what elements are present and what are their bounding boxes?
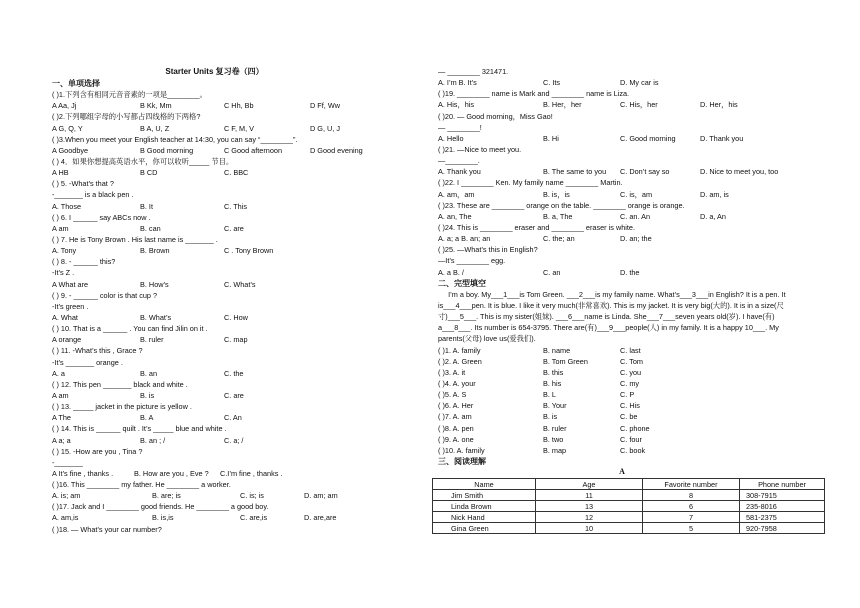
text-line	[438, 99, 810, 110]
question-text: — ________!	[438, 122, 482, 132]
question-text: ( )24. This is ________ eraser and ________ eraser is white.	[438, 222, 636, 232]
option-text: D. am; am	[304, 491, 338, 501]
option-text: A orange	[52, 335, 82, 345]
option-text: A. Tony	[52, 246, 77, 256]
option-text: B. L	[543, 390, 556, 400]
text-line	[438, 356, 810, 367]
text-line	[52, 412, 377, 423]
text-line	[438, 445, 810, 456]
option-text: ( )3. A. it	[438, 367, 466, 377]
section-heading-reading: 三、阅读理解	[438, 457, 486, 466]
table-cell: 8	[643, 490, 740, 501]
table-cell: 5	[643, 523, 740, 534]
option-text: ( )10. A. family	[438, 445, 485, 455]
option-text: D. Nice to meet you, too	[700, 167, 779, 177]
text-line	[52, 167, 377, 178]
option-text: C. is，am	[620, 189, 653, 199]
option-text: C. phone	[620, 423, 650, 433]
table-header-row	[433, 479, 825, 490]
option-text: B. The same to you	[543, 167, 607, 177]
table-cell: Gina Green	[433, 523, 536, 534]
option-text: B. this	[543, 367, 564, 377]
text-line	[52, 334, 377, 345]
text-line	[438, 267, 810, 278]
option-text: B. two	[543, 434, 564, 444]
option-text: A. Hello	[438, 133, 464, 143]
option-text: A. am,is	[52, 513, 79, 523]
text-line	[438, 166, 810, 177]
question-text: —It’s ________ egg.	[438, 256, 506, 266]
option-text: D. My car is	[620, 78, 659, 88]
option-text: B. can	[140, 223, 161, 233]
option-text: B. his	[543, 379, 562, 389]
text-line	[52, 111, 377, 122]
option-text: C. Good morning	[620, 133, 676, 143]
option-text: B. Her，her	[543, 100, 582, 110]
option-text: D Good evening	[310, 145, 363, 155]
text-line	[438, 189, 810, 200]
text-line	[438, 367, 810, 378]
question-text: -It’s Z .	[52, 268, 75, 278]
question-text: ( ) 6. I ______ say ABCs now .	[52, 212, 151, 222]
question-text: ( ) 15. -How are you , Tina ?	[52, 446, 143, 456]
question-text: ( )16. This ________ my father. He ________ a worker.	[52, 480, 231, 490]
option-text: C. my	[620, 379, 640, 389]
table-cell: 235-8016	[740, 501, 825, 512]
option-text: B. is,is	[152, 513, 174, 523]
table-cell: Jim Smith	[433, 490, 536, 501]
option-text: B. Hi	[543, 133, 559, 143]
table-body	[433, 490, 825, 534]
text-line	[438, 411, 810, 422]
left-column	[52, 66, 377, 535]
option-text: A. a	[52, 368, 65, 378]
option-text: ( )9. A. one	[438, 434, 474, 444]
option-text: C. book	[620, 445, 646, 455]
option-text: C . Tony Brown	[224, 246, 274, 256]
multiple-choice-questions	[52, 89, 377, 535]
text-line	[52, 301, 377, 312]
question-text: ( )3.When you meet your English teacher at 14:30, you can say “________”.	[52, 134, 298, 144]
option-text: D. an; the	[620, 234, 652, 244]
option-text: A. Thank you	[438, 167, 481, 177]
option-text: C. an. An	[620, 211, 651, 221]
cloze-passage	[438, 289, 810, 345]
table-cell: Linda Brown	[433, 501, 536, 512]
option-text: C. BBC	[224, 168, 249, 178]
table-cell: 581-2375	[740, 512, 825, 523]
option-text: B. is，is	[543, 189, 570, 199]
option-text: C Good afternoon	[224, 145, 283, 155]
text-line	[52, 490, 377, 501]
option-text: A. an, The	[438, 211, 472, 221]
option-text: B. is	[140, 390, 155, 400]
text-line	[52, 368, 377, 379]
text-line	[438, 233, 810, 244]
option-text: B CD	[140, 168, 158, 178]
option-text: ( )2. A. Green	[438, 356, 482, 366]
option-text: A Goodbye	[52, 145, 89, 155]
table-cell: 11	[536, 490, 643, 501]
question-text: ( )17. Jack and I ________ good friends. He ________ a good boy.	[52, 502, 269, 512]
question-text: ( )22. I ________ Ken. My family name ________ Martin.	[438, 178, 623, 188]
text-line	[52, 390, 377, 401]
text-line	[52, 256, 377, 267]
text-line	[52, 479, 377, 490]
page-title: Starter Units 复习卷（四）	[165, 67, 264, 76]
option-text: C. you	[620, 367, 642, 377]
text-line	[438, 389, 810, 400]
text-line	[438, 255, 810, 266]
option-text: C. This	[224, 201, 247, 211]
text-line	[52, 379, 377, 390]
option-text: C. What’s	[224, 279, 256, 289]
option-text: C. map	[224, 335, 248, 345]
section-heading-multiple-choice: 一、单项选择	[52, 79, 100, 88]
option-text: B Good morning	[140, 145, 194, 155]
option-text: C. His	[620, 401, 640, 411]
option-text: C. last	[620, 345, 641, 355]
option-text: A What are	[52, 279, 89, 289]
question-text: -It’s _______ orange .	[52, 357, 123, 367]
text-line	[52, 245, 377, 256]
cloze-passage-text: I’m a boy. My___1___is Tom Green. ___2___is my family name. What’s___3___in English? It is a pen. It is___4___pen. It is blue. I like it very much(非常喜欢). This is my jacket. It is very big(大的). It is in a size(尺寸)___5___. This is my sister(姐妹). ___6___name is Linda. She___7___seven years old(岁). I have(有) a___8___. Its number is 654-3795. There are(有)___9___people(人) in my family. It is a happy 10___. My parents(父母) love us(爱我们).	[438, 289, 786, 344]
text-line	[52, 123, 377, 134]
option-text: D G, U, J	[310, 123, 340, 133]
text-line	[52, 234, 377, 245]
text-line	[438, 200, 810, 211]
info-table	[432, 478, 825, 534]
option-text: C. P	[620, 390, 635, 400]
text-line	[438, 345, 810, 356]
option-text: C. an	[543, 267, 561, 277]
question-text: -_______	[52, 457, 83, 467]
text-line	[438, 122, 810, 133]
text-line	[438, 400, 810, 411]
table-cell: 12	[536, 512, 643, 523]
option-text: A HB	[52, 168, 69, 178]
option-text: A. is; am	[52, 491, 81, 501]
multiple-choice-questions-continued	[438, 66, 810, 278]
option-text: A. a B. /	[438, 267, 464, 277]
question-text: ( ) 9. - ______ color is that cup ?	[52, 290, 158, 300]
question-text: ( )1.下列含有相同元音音素的一项是________。	[52, 90, 207, 100]
option-text: C. His，her	[620, 100, 658, 110]
text-line	[52, 189, 377, 200]
option-text: C. are	[224, 390, 244, 400]
question-text: ( )20. — Good morning，Miss Gao!	[438, 111, 553, 121]
option-text: B. How’s	[140, 279, 169, 289]
option-text: A G, Q, Y	[52, 123, 83, 133]
question-text: ( )23. These are ________ orange on the table. ________ orange is orange.	[438, 200, 685, 210]
text-line	[52, 89, 377, 100]
option-text: C. four	[620, 434, 642, 444]
text-line	[52, 401, 377, 412]
question-text: ( )18. — What’s your car number?	[52, 524, 162, 534]
option-text: A am	[52, 223, 69, 233]
option-text: A. am，am	[438, 189, 475, 199]
option-text: C. are,is	[240, 513, 268, 523]
text-line	[52, 223, 377, 234]
text-line	[52, 457, 377, 468]
text-line	[438, 133, 810, 144]
question-text: ( ) 10. That is a ______ . You can find Jilin on it .	[52, 324, 208, 334]
option-text: B. an	[140, 368, 158, 378]
question-text: ( )19. ________ name is Mark and ________ name is Liza.	[438, 89, 630, 99]
option-text: ( )7. A. am	[438, 412, 472, 422]
text-line	[52, 178, 377, 189]
text-line	[52, 512, 377, 523]
option-text: B. ruler	[543, 423, 567, 433]
text-line	[52, 145, 377, 156]
option-text: B. How are you , Eve ?	[134, 468, 209, 478]
table-row	[433, 523, 825, 534]
option-text: B. It	[140, 201, 153, 211]
question-text: -_______ is a black pen .	[52, 190, 134, 200]
question-text: —________.	[438, 156, 480, 166]
table-cell: Nick Hand	[433, 512, 536, 523]
text-line	[438, 222, 810, 233]
text-line	[438, 155, 810, 166]
text-line	[438, 77, 810, 88]
option-text: B. is	[543, 412, 558, 422]
option-text: C. the; an	[543, 234, 575, 244]
question-text: ( )25. —What’s this in English?	[438, 245, 538, 255]
table-cell: 6	[643, 501, 740, 512]
option-text: C. are	[224, 223, 244, 233]
question-text: ( ) 5. -What’s that ?	[52, 179, 114, 189]
option-text: B. Tom Green	[543, 356, 588, 366]
text-line	[438, 66, 810, 77]
option-text: C F, M, V	[224, 123, 254, 133]
option-text: B. an ; /	[140, 435, 166, 445]
question-text: ( ) 11. -What’s this , Grace ?	[52, 346, 143, 356]
text-line	[438, 244, 810, 255]
text-line	[52, 446, 377, 457]
option-text: B. Brown	[140, 246, 170, 256]
table-row	[433, 512, 825, 523]
question-text: ( ) 8. - ______ this?	[52, 257, 116, 267]
text-line	[52, 201, 377, 212]
option-text: ( )6. A. Her	[438, 401, 474, 411]
table-cell: 13	[536, 501, 643, 512]
table-header-cell: Phone number	[740, 479, 825, 490]
question-text: ( ) 12. This pen _______ black and white .	[52, 379, 188, 389]
question-text: ( ) 7. He is Tony Brown . His last name is _______ .	[52, 234, 218, 244]
table-header-cell: Name	[433, 479, 536, 490]
text-line	[438, 88, 810, 99]
option-text: A It’s fine , thanks .	[52, 468, 114, 478]
text-line	[52, 267, 377, 278]
option-text: B A, U, Z	[140, 123, 170, 133]
text-line	[52, 134, 377, 145]
text-line	[52, 357, 377, 368]
table-header-cell: Favorite number	[643, 479, 740, 490]
text-line	[438, 177, 810, 188]
text-line	[438, 423, 810, 434]
text-line	[438, 111, 810, 122]
option-text: C. Tom	[620, 356, 643, 366]
option-text: B. name	[543, 345, 571, 355]
option-text: A a; a	[52, 435, 71, 445]
option-text: D Ff, Ww	[310, 101, 340, 111]
text-line	[438, 211, 810, 222]
text-line	[52, 312, 377, 323]
table-header-cell: Age	[536, 479, 643, 490]
cloze-options	[438, 345, 810, 456]
option-text: B. What’s	[140, 312, 172, 322]
option-text: D. are,are	[304, 513, 337, 523]
option-text: C. is; is	[240, 491, 264, 501]
option-text: C. An	[224, 413, 242, 423]
question-text: ( )2.下列哪组字母的小写都占四线格的下两格?	[52, 112, 201, 122]
option-text: ( )5. A. S	[438, 390, 467, 400]
question-text: -It’s green .	[52, 301, 89, 311]
option-text: B. Your	[543, 401, 567, 411]
question-text: ( )21. —Nice to meet you.	[438, 144, 522, 154]
option-text: B. are; is	[152, 491, 181, 501]
right-column	[438, 66, 810, 467]
table-cell: 7	[643, 512, 740, 523]
option-text: A. What	[52, 312, 78, 322]
option-text: B. ruler	[140, 335, 164, 345]
option-text: D. a, An	[700, 211, 726, 221]
text-line	[52, 323, 377, 334]
option-text: ( )8. A. pen	[438, 423, 474, 433]
option-text: B. map	[543, 445, 567, 455]
table-cell: 920-7958	[740, 523, 825, 534]
text-line	[52, 345, 377, 356]
option-text: ( )4. A. your	[438, 379, 476, 389]
option-text: B. a, The	[543, 211, 573, 221]
question-text: — ________ 321471.	[438, 67, 509, 76]
option-text: D. the	[620, 267, 640, 277]
option-text: A am	[52, 390, 69, 400]
option-text: C. Its	[543, 78, 561, 88]
option-text: C.I’m fine , thanks .	[220, 468, 283, 478]
text-line	[52, 212, 377, 223]
option-text: D. am, is	[700, 189, 729, 199]
table-row	[433, 501, 825, 512]
text-line	[52, 435, 377, 446]
text-line	[438, 434, 810, 445]
option-text: ( )1. A. family	[438, 345, 481, 355]
text-line	[52, 524, 377, 535]
text-line	[52, 290, 377, 301]
option-text: C. a; /	[224, 435, 244, 445]
text-line	[438, 378, 810, 389]
option-text: C. How	[224, 312, 248, 322]
table-cell: 308-7915	[740, 490, 825, 501]
option-text: D. Her，his	[700, 100, 738, 110]
text-line	[52, 100, 377, 111]
question-text: ( ) 4．如果你想提高英语水平，你可以收听_____ 节目。	[52, 156, 234, 166]
text-line	[52, 468, 377, 479]
option-text: C. Don’t say so	[620, 167, 670, 177]
text-line	[52, 279, 377, 290]
question-text: ( ) 13. _____ jacket in the picture is yellow .	[52, 402, 192, 412]
table-cell: 10	[536, 523, 643, 534]
section-heading-cloze: 二、完型填空	[438, 278, 486, 288]
option-text: B. A	[140, 413, 154, 423]
option-text: C. be	[620, 412, 638, 422]
option-text: A. His，his	[438, 100, 475, 110]
text-line	[52, 423, 377, 434]
text-line	[438, 144, 810, 155]
question-text: ( ) 14. This is ______ quilt . It’s _____ blue and white .	[52, 424, 227, 434]
option-text: A The	[52, 413, 71, 423]
option-text: A Aa, Jj	[52, 101, 77, 111]
option-text: B Kk, Mm	[140, 101, 172, 111]
option-text: D. Thank you	[700, 133, 744, 143]
table-row	[433, 490, 825, 501]
table-caption: A	[619, 467, 625, 476]
option-text: C. the	[224, 368, 244, 378]
option-text: A. I’m B. It’s	[438, 78, 477, 88]
text-line	[52, 501, 377, 512]
option-text: A. a; a B. an; an	[438, 234, 491, 244]
option-text: C Hh, Bb	[224, 101, 254, 111]
text-line	[52, 156, 377, 167]
option-text: A. Those	[52, 201, 82, 211]
